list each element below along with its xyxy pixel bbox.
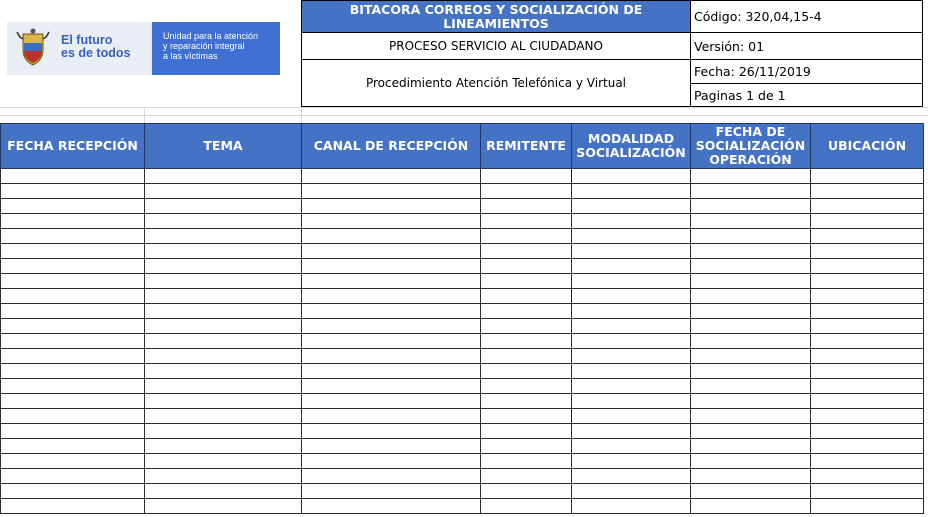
table-cell[interactable] xyxy=(572,439,691,454)
table-cell[interactable] xyxy=(145,484,302,499)
table-cell[interactable] xyxy=(572,454,691,469)
table-row xyxy=(1,319,924,334)
table-row xyxy=(1,379,924,394)
table-cell[interactable] xyxy=(302,169,481,184)
gridline xyxy=(301,107,302,123)
table-cell[interactable] xyxy=(302,289,481,304)
table-cell[interactable] xyxy=(1,304,145,319)
table-cell[interactable] xyxy=(691,304,811,319)
table-cell[interactable] xyxy=(811,379,924,394)
table-cell[interactable] xyxy=(691,334,811,349)
document-title-text: BITACORA CORREOS Y SOCIALIZACIÓN DE LINEAMIENTOS xyxy=(349,1,643,31)
table-cell[interactable] xyxy=(691,184,811,199)
table-row xyxy=(1,424,924,439)
table-row xyxy=(1,394,924,409)
column-header-tema[interactable]: TEMA xyxy=(145,124,302,169)
table-cell[interactable] xyxy=(481,304,572,319)
table-cell[interactable] xyxy=(811,334,924,349)
log-table xyxy=(0,123,924,514)
table-cell[interactable] xyxy=(481,469,572,484)
table-cell[interactable] xyxy=(145,409,302,424)
document-code-text: Código: 320,04,15-4 xyxy=(694,9,822,24)
table-cell[interactable] xyxy=(1,169,145,184)
table-cell[interactable] xyxy=(811,394,924,409)
table-cell[interactable] xyxy=(302,469,481,484)
table-cell[interactable] xyxy=(811,409,924,424)
document-title xyxy=(301,0,691,33)
table-cell[interactable] xyxy=(811,499,924,514)
table-cell[interactable] xyxy=(811,349,924,364)
table-cell[interactable] xyxy=(481,334,572,349)
table-cell[interactable] xyxy=(302,484,481,499)
table-cell[interactable] xyxy=(302,424,481,439)
table-cell[interactable] xyxy=(481,214,572,229)
table-cell[interactable] xyxy=(691,424,811,439)
table-cell[interactable] xyxy=(481,199,572,214)
table-cell[interactable] xyxy=(1,274,145,289)
table-cell[interactable] xyxy=(481,319,572,334)
table-cell[interactable] xyxy=(1,199,145,214)
table-row xyxy=(1,334,924,349)
table-cell[interactable] xyxy=(481,364,572,379)
process-name xyxy=(301,32,691,60)
table-row xyxy=(1,469,924,484)
gridline xyxy=(0,115,928,116)
table-cell[interactable] xyxy=(481,394,572,409)
table-cell[interactable] xyxy=(572,274,691,289)
table-cell[interactable] xyxy=(811,184,924,199)
table-cell[interactable] xyxy=(302,454,481,469)
table-cell[interactable] xyxy=(811,214,924,229)
table-row xyxy=(1,364,924,379)
table-cell[interactable] xyxy=(811,289,924,304)
procedure-name-text: Procedimiento Atención Telefónica y Virtual xyxy=(365,76,626,90)
table-cell[interactable] xyxy=(1,379,145,394)
table-cell[interactable] xyxy=(481,244,572,259)
column-header-remitente[interactable]: REMITENTE xyxy=(481,124,572,169)
table-row xyxy=(1,274,924,289)
table-row xyxy=(1,184,924,199)
table-row xyxy=(1,199,924,214)
table-cell[interactable] xyxy=(481,484,572,499)
document-date xyxy=(690,59,923,84)
table-header-row xyxy=(1,124,924,169)
table-cell[interactable] xyxy=(1,229,145,244)
table-cell[interactable] xyxy=(481,169,572,184)
table-body xyxy=(1,169,924,514)
table-cell[interactable] xyxy=(572,499,691,514)
table-cell[interactable] xyxy=(572,304,691,319)
table-cell[interactable] xyxy=(145,364,302,379)
table-cell[interactable] xyxy=(302,499,481,514)
table-cell[interactable] xyxy=(145,469,302,484)
table-cell[interactable] xyxy=(302,439,481,454)
entity-logo xyxy=(7,22,280,75)
table-cell[interactable] xyxy=(691,379,811,394)
logo-left-panel xyxy=(7,22,152,75)
gridline xyxy=(0,107,928,108)
table-row xyxy=(1,454,924,469)
table-cell[interactable] xyxy=(572,379,691,394)
table-cell[interactable] xyxy=(302,259,481,274)
table-cell[interactable] xyxy=(145,304,302,319)
table-row xyxy=(1,244,924,259)
table-cell[interactable] xyxy=(302,409,481,424)
table-row xyxy=(1,214,924,229)
table-cell[interactable] xyxy=(1,349,145,364)
table-cell[interactable] xyxy=(145,244,302,259)
table-cell[interactable] xyxy=(302,349,481,364)
table-cell[interactable] xyxy=(811,454,924,469)
table-row xyxy=(1,409,924,424)
table-cell[interactable] xyxy=(691,319,811,334)
table-cell[interactable] xyxy=(811,199,924,214)
table-cell[interactable] xyxy=(691,364,811,379)
table-cell[interactable] xyxy=(302,379,481,394)
table-cell[interactable] xyxy=(572,259,691,274)
table-cell[interactable] xyxy=(302,319,481,334)
table-cell[interactable] xyxy=(1,484,145,499)
column-header-fecha-recepcion[interactable]: FECHA RECEPCIÓN xyxy=(1,124,145,169)
table-cell[interactable] xyxy=(481,409,572,424)
table-cell[interactable] xyxy=(1,499,145,514)
table-cell[interactable] xyxy=(691,349,811,364)
table-row xyxy=(1,304,924,319)
table-cell[interactable] xyxy=(572,424,691,439)
table-cell[interactable] xyxy=(302,274,481,289)
document-pages-text: Paginas 1 de 1 xyxy=(694,87,786,103)
table-cell[interactable] xyxy=(1,424,145,439)
table-cell[interactable] xyxy=(691,454,811,469)
table-cell[interactable] xyxy=(811,304,924,319)
table-cell[interactable] xyxy=(302,199,481,214)
table-cell[interactable] xyxy=(302,244,481,259)
coat-of-arms-icon xyxy=(15,28,51,68)
table-cell[interactable] xyxy=(145,169,302,184)
document-date-text: Fecha: 26/11/2019 xyxy=(694,64,811,79)
table-row xyxy=(1,439,924,454)
column-header-canal-recepcion[interactable]: CANAL DE RECEPCIÓN xyxy=(302,124,481,169)
table-cell[interactable] xyxy=(481,229,572,244)
table-cell[interactable] xyxy=(145,499,302,514)
table-cell[interactable] xyxy=(691,259,811,274)
table-cell[interactable] xyxy=(691,214,811,229)
table-cell[interactable] xyxy=(145,379,302,394)
table-cell[interactable] xyxy=(1,364,145,379)
table-cell[interactable] xyxy=(481,454,572,469)
table-cell[interactable] xyxy=(691,484,811,499)
table-cell[interactable] xyxy=(1,319,145,334)
table-cell[interactable] xyxy=(481,349,572,364)
table-cell[interactable] xyxy=(572,199,691,214)
table-cell[interactable] xyxy=(572,334,691,349)
table-cell[interactable] xyxy=(1,439,145,454)
table-cell[interactable] xyxy=(145,349,302,364)
table-cell[interactable] xyxy=(811,319,924,334)
table-row xyxy=(1,289,924,304)
table-cell[interactable] xyxy=(811,244,924,259)
table-cell[interactable] xyxy=(145,319,302,334)
table-cell[interactable] xyxy=(811,169,924,184)
table-cell[interactable] xyxy=(572,214,691,229)
table-cell[interactable] xyxy=(302,214,481,229)
document-pages xyxy=(690,83,923,107)
table-cell[interactable] xyxy=(572,349,691,364)
table-cell[interactable] xyxy=(302,364,481,379)
table-cell[interactable] xyxy=(811,364,924,379)
table-cell[interactable] xyxy=(145,439,302,454)
table-cell[interactable] xyxy=(302,229,481,244)
table-cell[interactable] xyxy=(691,499,811,514)
table-row xyxy=(1,229,924,244)
table-cell[interactable] xyxy=(572,409,691,424)
table-cell[interactable] xyxy=(145,199,302,214)
table-cell[interactable] xyxy=(302,184,481,199)
table-cell[interactable] xyxy=(1,214,145,229)
table-cell[interactable] xyxy=(691,394,811,409)
table-cell[interactable] xyxy=(302,304,481,319)
table-cell[interactable] xyxy=(145,394,302,409)
table-cell[interactable] xyxy=(811,484,924,499)
table-cell[interactable] xyxy=(811,469,924,484)
table-row xyxy=(1,349,924,364)
table-cell[interactable] xyxy=(1,454,145,469)
table-cell[interactable] xyxy=(691,274,811,289)
procedure-name xyxy=(301,59,691,107)
table-cell[interactable] xyxy=(1,409,145,424)
table-cell[interactable] xyxy=(691,289,811,304)
table-row xyxy=(1,484,924,499)
table-cell[interactable] xyxy=(145,229,302,244)
document-version-text: Versión: 01 xyxy=(694,38,765,54)
column-header-fecha-socializacion[interactable]: FECHA DE SOCIALIZACIÓN OPERACIÓN xyxy=(691,124,811,169)
table-cell[interactable] xyxy=(481,259,572,274)
table-cell[interactable] xyxy=(302,334,481,349)
table-cell[interactable] xyxy=(691,169,811,184)
column-header-modalidad-socializacion[interactable]: MODALIDAD SOCIALIZACIÓN xyxy=(572,124,691,169)
table-cell[interactable] xyxy=(481,184,572,199)
table-cell[interactable] xyxy=(572,364,691,379)
table-cell[interactable] xyxy=(572,289,691,304)
table-cell[interactable] xyxy=(1,289,145,304)
table-row xyxy=(1,259,924,274)
table-cell[interactable] xyxy=(481,379,572,394)
table-cell[interactable] xyxy=(1,244,145,259)
table-cell[interactable] xyxy=(572,394,691,409)
table-cell[interactable] xyxy=(691,244,811,259)
table-cell[interactable] xyxy=(691,469,811,484)
table-cell[interactable] xyxy=(481,289,572,304)
table-cell[interactable] xyxy=(145,184,302,199)
table-cell[interactable] xyxy=(811,229,924,244)
table-cell[interactable] xyxy=(811,439,924,454)
logo-slogan: El futuro es de todos xyxy=(61,33,131,60)
table-cell[interactable] xyxy=(481,439,572,454)
table-cell[interactable] xyxy=(691,439,811,454)
table-cell[interactable] xyxy=(572,229,691,244)
table-cell[interactable] xyxy=(572,184,691,199)
table-cell[interactable] xyxy=(145,259,302,274)
table-cell[interactable] xyxy=(691,229,811,244)
table-cell[interactable] xyxy=(572,319,691,334)
table-cell[interactable] xyxy=(572,484,691,499)
table-cell[interactable] xyxy=(145,289,302,304)
table-cell[interactable] xyxy=(145,454,302,469)
table-cell[interactable] xyxy=(691,409,811,424)
table-cell[interactable] xyxy=(811,274,924,289)
table-cell[interactable] xyxy=(1,184,145,199)
process-name-text: PROCESO SERVICIO AL CIUDADANO xyxy=(389,39,603,53)
table-cell[interactable] xyxy=(481,499,572,514)
gridline xyxy=(144,107,145,123)
table-cell[interactable] xyxy=(481,424,572,439)
table-cell[interactable] xyxy=(811,424,924,439)
table-cell[interactable] xyxy=(572,244,691,259)
table-row xyxy=(1,499,924,514)
table-cell[interactable] xyxy=(1,394,145,409)
table-cell[interactable] xyxy=(572,169,691,184)
table-cell[interactable] xyxy=(1,334,145,349)
document-code xyxy=(690,0,923,33)
logo-unit-name: Unidad para la atención y reparación integral a las víctimas xyxy=(163,31,259,61)
table-row xyxy=(1,169,924,184)
table-cell[interactable] xyxy=(481,274,572,289)
table-cell[interactable] xyxy=(811,259,924,274)
table-cell[interactable] xyxy=(145,274,302,289)
table-cell[interactable] xyxy=(145,424,302,439)
table-cell[interactable] xyxy=(1,469,145,484)
table-cell[interactable] xyxy=(691,199,811,214)
table-cell[interactable] xyxy=(145,334,302,349)
table-cell[interactable] xyxy=(1,259,145,274)
table-cell[interactable] xyxy=(302,394,481,409)
table-cell[interactable] xyxy=(145,214,302,229)
column-header-ubicacion[interactable]: UBICACIÓN xyxy=(811,124,924,169)
document-version xyxy=(690,32,923,60)
table-cell[interactable] xyxy=(572,469,691,484)
